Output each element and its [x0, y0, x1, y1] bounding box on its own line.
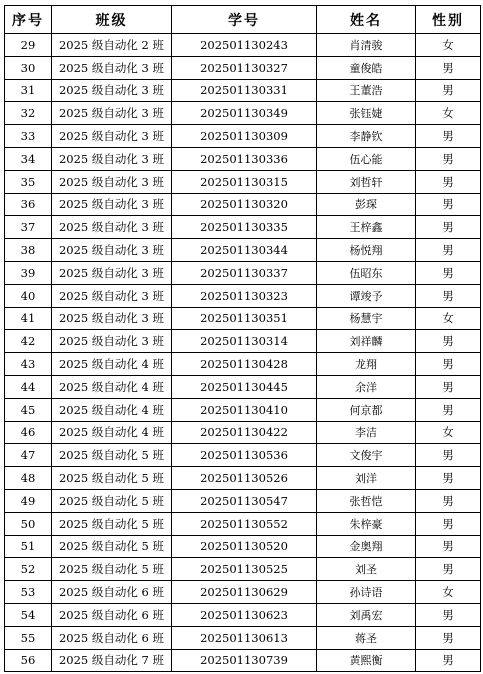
header-cell-student-id: 学号 [172, 6, 317, 34]
cell-student-id: 202501130243 [172, 34, 317, 57]
cell-gender: 男 [416, 512, 481, 535]
table-row [5, 34, 481, 57]
cell-name: 龙翔 [317, 353, 416, 376]
table-row [5, 261, 481, 284]
table-row [5, 353, 481, 376]
cell-no: 51 [5, 535, 52, 558]
cell-student-id: 202501130526 [172, 467, 317, 490]
cell-student-id: 202501130428 [172, 353, 317, 376]
cell-name: 刘哲轩 [317, 170, 416, 193]
cell-no: 45 [5, 398, 52, 421]
table-row [5, 581, 481, 604]
cell-student-id: 202501130613 [172, 626, 317, 649]
cell-no: 30 [5, 56, 52, 79]
cell-name: 刘圣 [317, 558, 416, 581]
cell-student-id: 202501130445 [172, 375, 317, 398]
cell-name: 杨悦翔 [317, 239, 416, 262]
cell-no: 35 [5, 170, 52, 193]
cell-name: 谭竣予 [317, 284, 416, 307]
cell-name: 刘洋 [317, 467, 416, 490]
table-row [5, 239, 481, 262]
cell-student-id: 202501130410 [172, 398, 317, 421]
table-row [5, 330, 481, 353]
table-row [5, 284, 481, 307]
cell-no: 42 [5, 330, 52, 353]
table-row [5, 398, 481, 421]
cell-no: 43 [5, 353, 52, 376]
table-row [5, 79, 481, 102]
cell-class: 2025 级自动化 3 班 [52, 79, 172, 102]
cell-class: 2025 级自动化 6 班 [52, 603, 172, 626]
cell-name: 孙诗语 [317, 581, 416, 604]
cell-name: 杨慧宇 [317, 307, 416, 330]
cell-class: 2025 级自动化 3 班 [52, 56, 172, 79]
cell-no: 53 [5, 581, 52, 604]
cell-no: 49 [5, 489, 52, 512]
cell-class: 2025 级自动化 3 班 [52, 239, 172, 262]
cell-class: 2025 级自动化 7 班 [52, 649, 172, 672]
cell-student-id: 202501130336 [172, 147, 317, 170]
cell-name: 彭琛 [317, 193, 416, 216]
cell-gender: 女 [416, 421, 481, 444]
cell-class: 2025 级自动化 3 班 [52, 261, 172, 284]
cell-class: 2025 级自动化 3 班 [52, 147, 172, 170]
cell-gender: 男 [416, 147, 481, 170]
table-row [5, 125, 481, 148]
cell-name: 刘禹宏 [317, 603, 416, 626]
cell-student-id: 202501130349 [172, 102, 317, 125]
cell-class: 2025 级自动化 5 班 [52, 444, 172, 467]
cell-name: 李洁 [317, 421, 416, 444]
cell-student-id: 202501130331 [172, 79, 317, 102]
cell-gender: 男 [416, 353, 481, 376]
cell-no: 55 [5, 626, 52, 649]
cell-no: 40 [5, 284, 52, 307]
cell-no: 46 [5, 421, 52, 444]
cell-gender: 男 [416, 170, 481, 193]
cell-student-id: 202501130623 [172, 603, 317, 626]
cell-name: 何京都 [317, 398, 416, 421]
cell-no: 44 [5, 375, 52, 398]
cell-name: 王董浩 [317, 79, 416, 102]
cell-class: 2025 级自动化 5 班 [52, 558, 172, 581]
cell-student-id: 202501130525 [172, 558, 317, 581]
cell-no: 41 [5, 307, 52, 330]
cell-class: 2025 级自动化 5 班 [52, 489, 172, 512]
table-row [5, 147, 481, 170]
cell-no: 36 [5, 193, 52, 216]
cell-class: 2025 级自动化 3 班 [52, 307, 172, 330]
cell-no: 48 [5, 467, 52, 490]
cell-class: 2025 级自动化 4 班 [52, 398, 172, 421]
cell-student-id: 202501130323 [172, 284, 317, 307]
cell-gender: 男 [416, 398, 481, 421]
cell-student-id: 202501130536 [172, 444, 317, 467]
table-row [5, 512, 481, 535]
cell-gender: 男 [416, 626, 481, 649]
cell-student-id: 202501130314 [172, 330, 317, 353]
cell-student-id: 202501130320 [172, 193, 317, 216]
table-row [5, 421, 481, 444]
cell-gender: 女 [416, 581, 481, 604]
table-row [5, 626, 481, 649]
cell-student-id: 202501130309 [172, 125, 317, 148]
cell-class: 2025 级自动化 5 班 [52, 467, 172, 490]
table-row [5, 558, 481, 581]
cell-name: 张钰婕 [317, 102, 416, 125]
header-row [5, 6, 481, 34]
table-row [5, 56, 481, 79]
table-row [5, 307, 481, 330]
cell-class: 2025 级自动化 6 班 [52, 626, 172, 649]
cell-student-id: 202501130520 [172, 535, 317, 558]
cell-no: 54 [5, 603, 52, 626]
cell-class: 2025 级自动化 5 班 [52, 535, 172, 558]
cell-student-id: 202501130344 [172, 239, 317, 262]
cell-student-id: 202501130552 [172, 512, 317, 535]
cell-class: 2025 级自动化 4 班 [52, 421, 172, 444]
cell-no: 33 [5, 125, 52, 148]
table-row [5, 216, 481, 239]
student-roster-table [4, 5, 481, 672]
cell-name: 肖清骏 [317, 34, 416, 57]
cell-gender: 女 [416, 307, 481, 330]
cell-name: 伍昭东 [317, 261, 416, 284]
cell-no: 34 [5, 147, 52, 170]
cell-name: 黄熙衡 [317, 649, 416, 672]
cell-no: 47 [5, 444, 52, 467]
cell-class: 2025 级自动化 5 班 [52, 512, 172, 535]
cell-class: 2025 级自动化 3 班 [52, 102, 172, 125]
cell-name: 余洋 [317, 375, 416, 398]
cell-class: 2025 级自动化 6 班 [52, 581, 172, 604]
cell-student-id: 202501130739 [172, 649, 317, 672]
cell-student-id: 202501130335 [172, 216, 317, 239]
table-row [5, 375, 481, 398]
cell-name: 张哲恺 [317, 489, 416, 512]
cell-class: 2025 级自动化 2 班 [52, 34, 172, 57]
cell-gender: 男 [416, 56, 481, 79]
header-cell-gender: 性别 [416, 6, 481, 34]
cell-gender: 男 [416, 375, 481, 398]
cell-gender: 男 [416, 330, 481, 353]
cell-gender: 男 [416, 558, 481, 581]
table-row [5, 102, 481, 125]
cell-no: 29 [5, 34, 52, 57]
cell-class: 2025 级自动化 3 班 [52, 284, 172, 307]
cell-class: 2025 级自动化 3 班 [52, 125, 172, 148]
table-row [5, 444, 481, 467]
cell-student-id: 202501130351 [172, 307, 317, 330]
cell-class: 2025 级自动化 4 班 [52, 353, 172, 376]
table-row [5, 170, 481, 193]
cell-name: 伍心能 [317, 147, 416, 170]
cell-no: 52 [5, 558, 52, 581]
cell-gender: 男 [416, 467, 481, 490]
cell-name: 文俊宇 [317, 444, 416, 467]
cell-gender: 男 [416, 603, 481, 626]
table-row [5, 467, 481, 490]
table-header [5, 6, 481, 34]
cell-gender: 男 [416, 444, 481, 467]
cell-gender: 男 [416, 649, 481, 672]
table-row [5, 535, 481, 558]
table-body [5, 34, 481, 672]
cell-no: 39 [5, 261, 52, 284]
cell-class: 2025 级自动化 3 班 [52, 216, 172, 239]
cell-no: 38 [5, 239, 52, 262]
table-row [5, 649, 481, 672]
header-cell-name: 姓名 [317, 6, 416, 34]
table-row [5, 489, 481, 512]
cell-gender: 男 [416, 489, 481, 512]
cell-name: 金奥翔 [317, 535, 416, 558]
cell-class: 2025 级自动化 3 班 [52, 193, 172, 216]
table-row [5, 193, 481, 216]
cell-student-id: 202501130422 [172, 421, 317, 444]
cell-class: 2025 级自动化 4 班 [52, 375, 172, 398]
cell-gender: 男 [416, 216, 481, 239]
cell-class: 2025 级自动化 3 班 [52, 170, 172, 193]
cell-gender: 男 [416, 535, 481, 558]
cell-no: 31 [5, 79, 52, 102]
cell-gender: 男 [416, 284, 481, 307]
cell-gender: 男 [416, 79, 481, 102]
cell-name: 朱梓豪 [317, 512, 416, 535]
cell-gender: 男 [416, 125, 481, 148]
cell-class: 2025 级自动化 3 班 [52, 330, 172, 353]
cell-student-id: 202501130337 [172, 261, 317, 284]
cell-student-id: 202501130327 [172, 56, 317, 79]
cell-no: 32 [5, 102, 52, 125]
table-row [5, 603, 481, 626]
cell-student-id: 202501130629 [172, 581, 317, 604]
cell-gender: 男 [416, 261, 481, 284]
cell-gender: 女 [416, 102, 481, 125]
cell-no: 50 [5, 512, 52, 535]
cell-name: 蒋圣 [317, 626, 416, 649]
cell-name: 刘祥麟 [317, 330, 416, 353]
cell-student-id: 202501130315 [172, 170, 317, 193]
cell-name: 童俊皓 [317, 56, 416, 79]
cell-no: 37 [5, 216, 52, 239]
cell-name: 王梓鑫 [317, 216, 416, 239]
header-cell-no: 序号 [5, 6, 52, 34]
cell-gender: 男 [416, 239, 481, 262]
cell-gender: 男 [416, 193, 481, 216]
cell-gender: 女 [416, 34, 481, 57]
cell-student-id: 202501130547 [172, 489, 317, 512]
cell-name: 李静钦 [317, 125, 416, 148]
header-cell-class: 班级 [52, 6, 172, 34]
cell-no: 56 [5, 649, 52, 672]
